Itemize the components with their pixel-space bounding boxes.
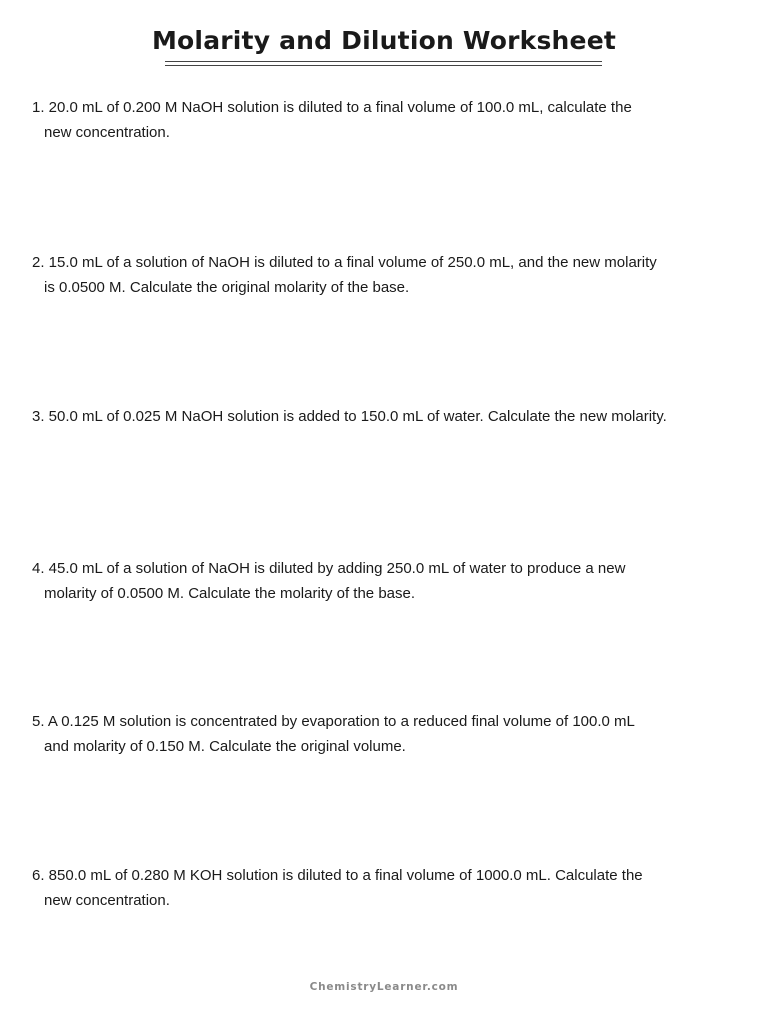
question-text-continued: new concentration. xyxy=(44,892,170,909)
page-title: Molarity and Dilution Worksheet xyxy=(151,26,617,55)
question-text-continued: and molarity of 0.150 M. Calculate the original volume. xyxy=(44,738,406,755)
question-4 xyxy=(32,556,732,606)
footer-credit: ChemistryLearner.com xyxy=(309,981,459,993)
question-text: 1. 20.0 mL of 0.200 M NaOH solution is diluted to a final volume of 100.0 mL, calculate the xyxy=(32,99,632,116)
question-text-continued: molarity of 0.0500 M. Calculate the molarity of the base. xyxy=(44,585,416,602)
question-5 xyxy=(32,709,732,759)
question-text: 6. 850.0 mL of 0.280 M KOH solution is diluted to a final volume of 1000.0 mL. Calculate the xyxy=(32,867,643,884)
question-3 xyxy=(32,404,732,429)
question-text: 5. A 0.125 M solution is concentrated by evaporation to a reduced final volume of 100.0 mL xyxy=(32,713,635,730)
question-text-continued: new concentration. xyxy=(44,124,170,141)
question-text: 2. 15.0 mL of a solution of NaOH is diluted to a final volume of 250.0 mL, and the new molarity xyxy=(32,254,657,271)
title-underline xyxy=(165,65,602,66)
question-text: 3. 50.0 mL of 0.025 M NaOH solution is added to 150.0 mL of water. Calculate the new molarity. xyxy=(32,408,667,425)
question-6 xyxy=(32,863,732,913)
question-1 xyxy=(32,95,732,145)
question-text: 4. 45.0 mL of a solution of NaOH is diluted by adding 250.0 mL of water to produce a new xyxy=(32,560,626,577)
question-2 xyxy=(32,250,732,300)
title-underline xyxy=(165,61,602,62)
question-text-continued: is 0.0500 M. Calculate the original molarity of the base. xyxy=(44,279,410,296)
